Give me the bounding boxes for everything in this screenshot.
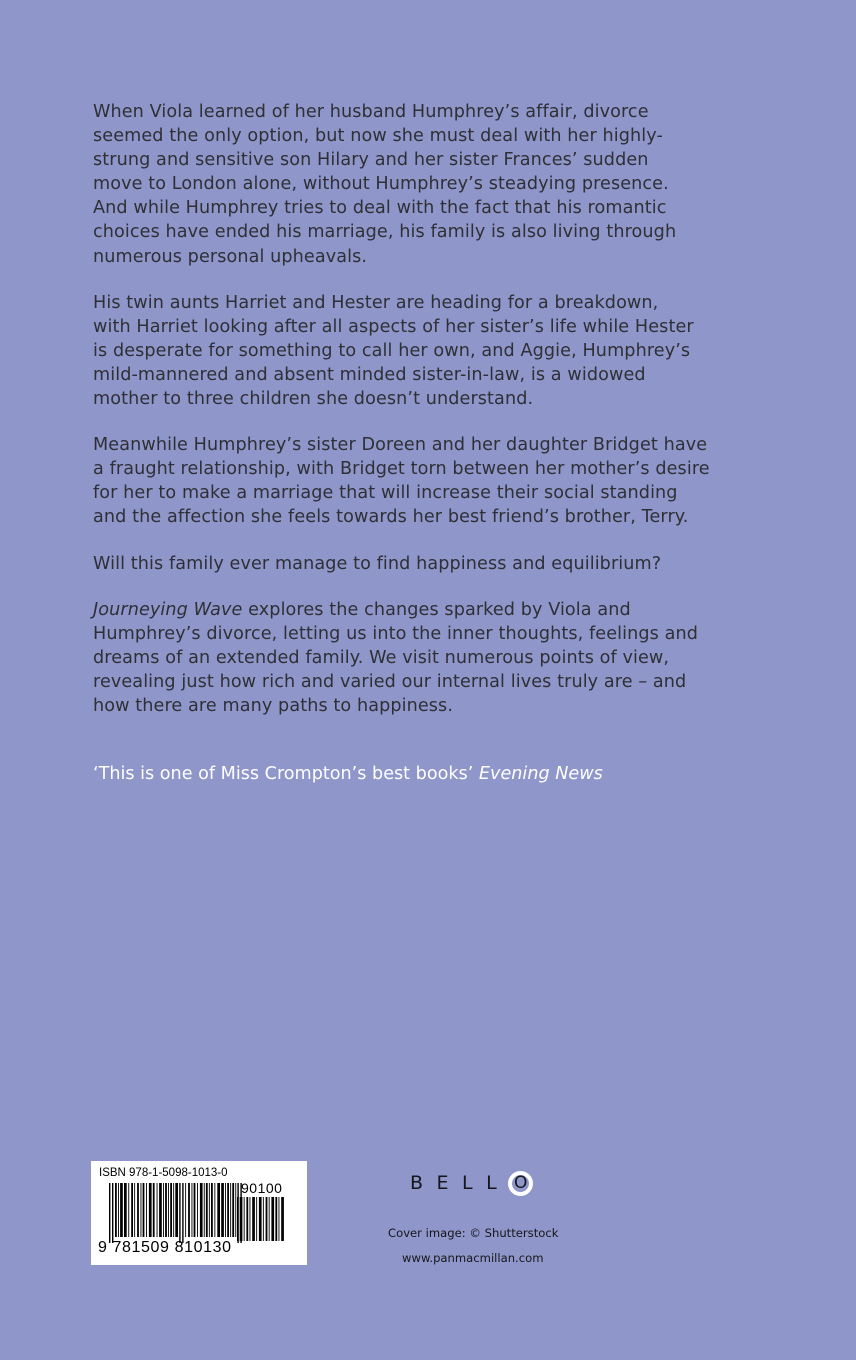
review-quote-text: ‘This is one of Miss Crompton’s best books’ xyxy=(93,764,474,784)
book-title: Journeying Wave xyxy=(93,599,243,620)
barcode-bar xyxy=(112,1183,113,1243)
barcode-bar xyxy=(134,1183,135,1237)
barcode-bar xyxy=(141,1183,142,1237)
blurb-line: with Harriet looking after all aspects of her sister’s life while Hester xyxy=(93,316,694,337)
blurb-paragraph-2 xyxy=(93,291,733,411)
barcode-bar xyxy=(153,1183,155,1237)
price-code: 90100 xyxy=(241,1180,283,1196)
barcode-bar xyxy=(197,1183,198,1237)
blurb-line: for her to make a marriage that will increase their social standing xyxy=(93,483,678,504)
blurb-line: a fraught relationship, with Bridget torn between her mother’s desire xyxy=(93,459,710,480)
barcode-bar xyxy=(235,1183,236,1237)
blurb-line: When Viola learned of her husband Humphrey’s affair, divorce xyxy=(93,102,649,122)
barcode-bar xyxy=(225,1183,226,1237)
barcode-bar xyxy=(168,1183,169,1237)
publisher-website: www.panmacmillan.com xyxy=(402,1251,544,1265)
blurb-line: move to London alone, without Humphrey’s steadying presence. xyxy=(93,174,669,195)
blurb-line xyxy=(93,598,733,622)
barcode-bar xyxy=(281,1197,284,1241)
barcode-bar xyxy=(185,1183,186,1237)
barcode-bar xyxy=(244,1197,245,1241)
blurb-line: Humphrey’s divorce, letting us into the inner thoughts, feelings and xyxy=(93,623,698,644)
logo-ring-letter: O xyxy=(514,1172,528,1193)
barcode-bar xyxy=(194,1183,196,1237)
blurb-line: numerous personal upheavals. xyxy=(93,246,368,267)
barcode-bar xyxy=(137,1183,139,1237)
review-quote xyxy=(93,762,603,786)
blurb-line: and the affection she feels towards her best friend’s brother, Terry. xyxy=(93,507,689,528)
barcode-bar xyxy=(252,1197,255,1241)
blurb-line: dreams of an extended family. We visit numerous points of view, xyxy=(93,647,670,668)
publisher-logo xyxy=(410,1165,533,1201)
barcode-bar xyxy=(266,1197,268,1241)
barcode-bar xyxy=(163,1183,164,1237)
barcode-bar xyxy=(179,1183,180,1243)
barcode-bar xyxy=(209,1183,210,1237)
blurb-text xyxy=(93,100,733,740)
barcode-bar xyxy=(214,1183,215,1237)
blurb-line: seemed the only option, but now she must deal with her highly- xyxy=(93,126,663,147)
barcode-bar xyxy=(204,1183,205,1237)
barcode-bar xyxy=(211,1183,213,1237)
barcode-bar xyxy=(124,1183,127,1237)
blurb-line: is desperate for something to call her own, and Aggie, Humphrey’s xyxy=(93,340,691,361)
blurb-line: mother to three children she doesn’t understand. xyxy=(93,389,534,410)
barcode-bar xyxy=(275,1197,277,1241)
barcode-bar xyxy=(221,1183,224,1237)
barcode-bar xyxy=(227,1183,229,1237)
blurb-line: His twin aunts Harriet and Hester are heading for a breakdown, xyxy=(93,292,659,313)
barcode-bar xyxy=(143,1183,145,1237)
barcode-bar xyxy=(246,1197,248,1241)
blurb-line: mild-mannered and absent minded sister-in-law, is a widowed xyxy=(93,364,646,385)
blurb-line: strung and sensitive son Hilary and her sister Frances’ sudden xyxy=(93,150,649,171)
logo-letters: BELL xyxy=(410,1172,511,1194)
barcode-bar xyxy=(269,1197,270,1241)
isbn-label: ISBN 978-1-5098-1013-0 xyxy=(99,1167,228,1179)
barcode-bar xyxy=(279,1197,280,1241)
blurb-paragraph-4 xyxy=(93,552,733,576)
barcode-bar xyxy=(170,1183,172,1237)
barcode-bar xyxy=(192,1183,193,1237)
blurb-paragraph-1 xyxy=(93,100,733,269)
blurb-line: how there are many paths to happiness. xyxy=(93,695,454,716)
barcode-bar xyxy=(271,1197,274,1241)
barcode-bar xyxy=(118,1183,119,1237)
barcode-bar xyxy=(188,1183,190,1237)
barcode-bar xyxy=(263,1197,264,1241)
blurb-line: revealing just how rich and varied our internal lives truly are – and xyxy=(93,671,687,692)
barcode-bar xyxy=(182,1183,183,1243)
blurb-line: Meanwhile Humphrey’s sister Doreen and her daughter Bridget have xyxy=(93,435,708,456)
blurb-line: And while Humphrey tries to deal with the fact that his romantic xyxy=(93,198,667,219)
barcode-bar xyxy=(217,1183,220,1237)
barcode-bar xyxy=(165,1183,167,1237)
barcode-bar xyxy=(109,1183,110,1243)
barcode-bar xyxy=(120,1183,123,1237)
isbn-barcode xyxy=(91,1161,307,1265)
barcode-bar xyxy=(157,1183,158,1237)
barcode-bar xyxy=(206,1183,208,1237)
blurb-line: choices have ended his marriage, his family is also living through xyxy=(93,222,677,243)
blurb-paragraph-5 xyxy=(93,598,733,718)
barcode-bar xyxy=(159,1183,162,1237)
ean-digits: 9 781509 810130 xyxy=(98,1239,232,1256)
barcode-bar xyxy=(230,1183,231,1237)
barcode-bar xyxy=(128,1183,129,1237)
barcode-bar xyxy=(146,1183,147,1237)
barcode-bar xyxy=(173,1183,174,1237)
blurb-line-rest: explores the changes sparked by Viola and xyxy=(242,599,631,620)
barcode-bar xyxy=(256,1197,257,1241)
barcode-bar xyxy=(232,1183,234,1237)
barcode-bar xyxy=(200,1183,203,1237)
barcode-bar xyxy=(250,1197,251,1241)
barcode-bar xyxy=(175,1183,178,1237)
barcode-bar xyxy=(149,1183,152,1237)
barcode-bar xyxy=(259,1197,262,1241)
barcode-bar xyxy=(131,1183,133,1237)
barcode-bar xyxy=(115,1183,117,1237)
blurb-line: Will this family ever manage to find happiness and equilibrium? xyxy=(93,553,662,574)
logo-ring-icon xyxy=(508,1171,533,1196)
blurb-paragraph-3 xyxy=(93,433,733,529)
barcode-bar xyxy=(240,1197,243,1241)
barcode-bar xyxy=(237,1197,238,1241)
review-source: Evening News xyxy=(478,764,603,784)
cover-credit: Cover image: © Shutterstock xyxy=(388,1226,559,1240)
